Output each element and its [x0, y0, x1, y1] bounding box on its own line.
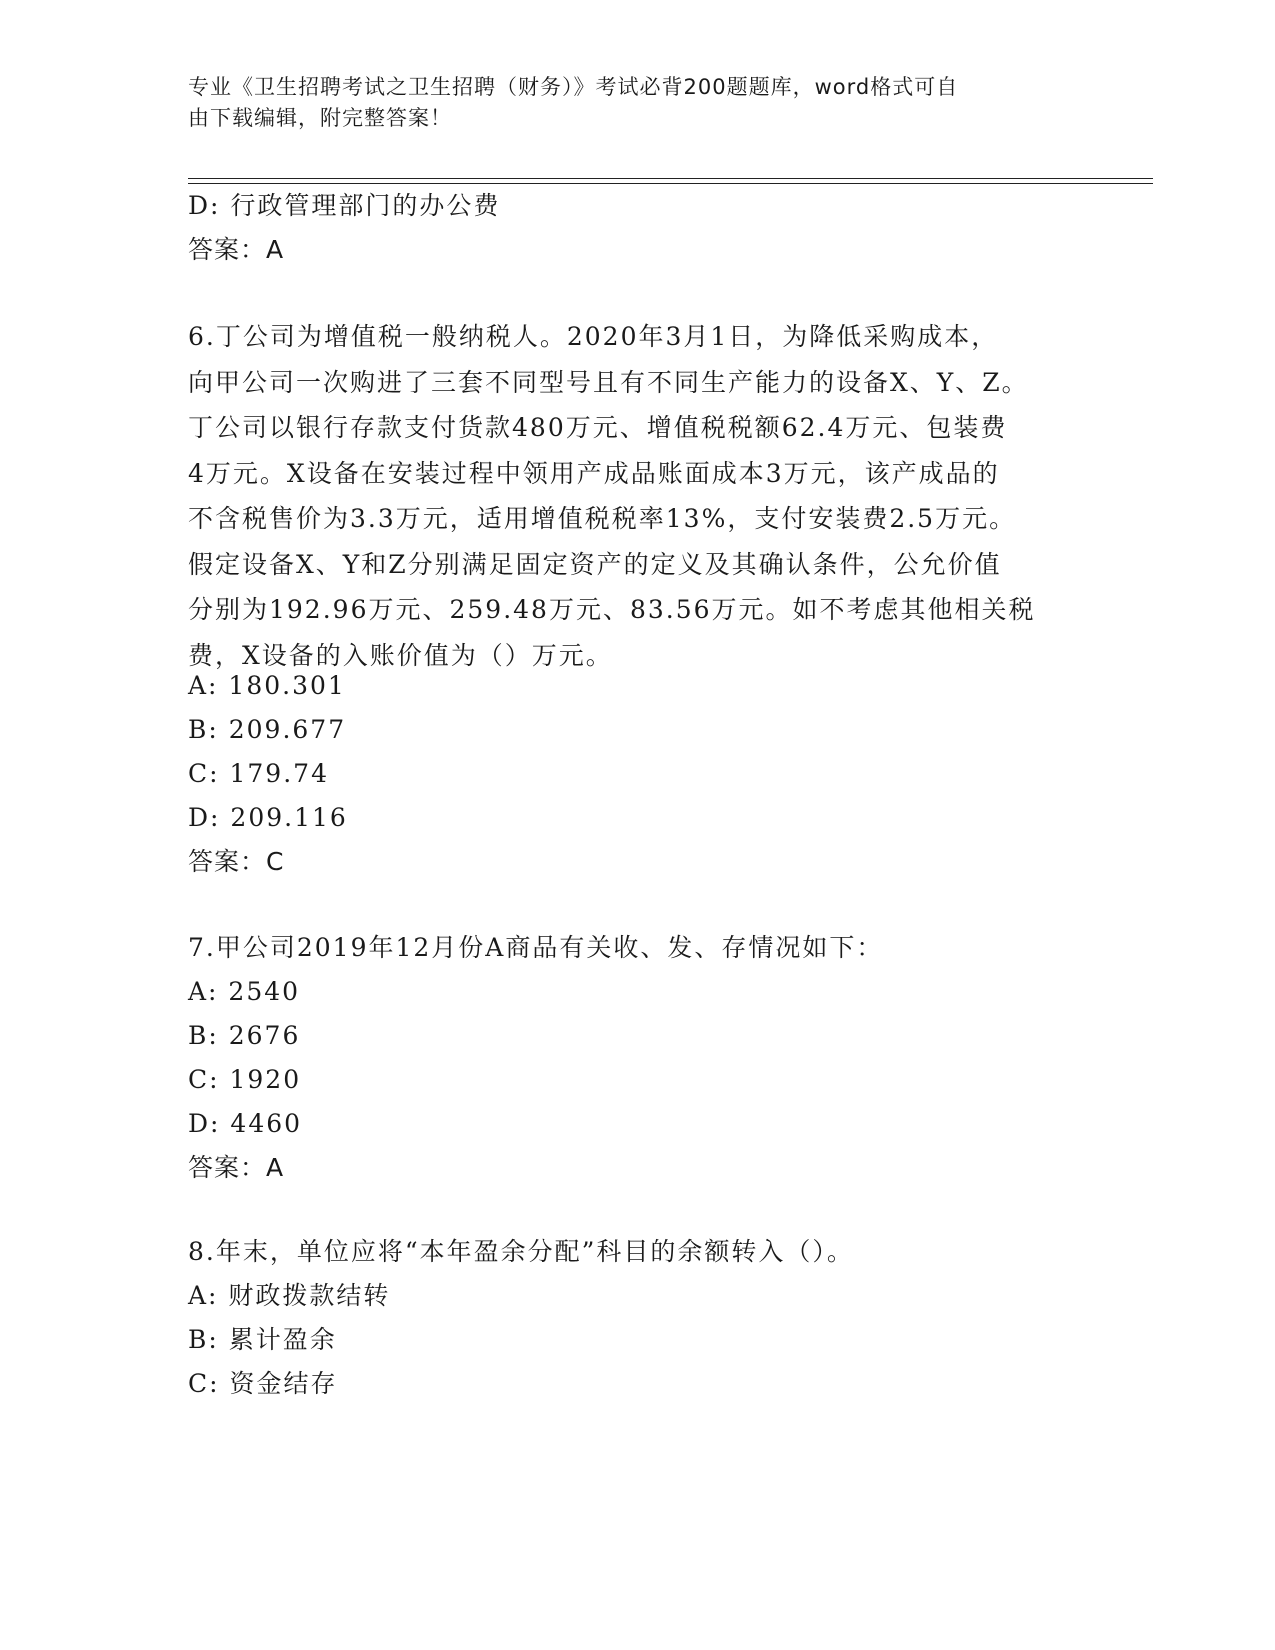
question-6-line: 费，X设备的入账价值为（）万元。 — [188, 640, 613, 670]
question-8-option-c: C: 资金结存 — [188, 1369, 338, 1398]
prev-option-d: D: 行政管理部门的办公费 — [188, 191, 501, 220]
question-6-answer: 答案：C — [188, 847, 285, 876]
question-6-option-c: C: 179.74 — [188, 759, 329, 788]
header-line-1: 专业《卫生招聘考试之卫生招聘（财务）》考试必背200题题库，word格式可自 — [188, 75, 959, 99]
question-6-line: 假定设备X、Y和Z分别满足固定资产的定义及其确认条件，公允价值 — [188, 549, 1002, 579]
prev-answer: 答案：A — [188, 235, 285, 264]
question-6-line: 分别为192.96万元、259.48万元、83.56万元。如不考虑其他相关税 — [188, 595, 1036, 624]
question-6-option-d: D: 209.116 — [188, 803, 348, 832]
question-6-option-b: B: 209.677 — [188, 715, 347, 744]
question-8-option-a: A: 财政拨款结转 — [188, 1281, 391, 1310]
question-6-stem — [188, 314, 1068, 678]
question-6-line: 向甲公司一次购进了三套不同型号且有不同生产能力的设备X、Y、Z。 — [188, 367, 1029, 397]
question-7-stem: 7.甲公司2019年12月份A商品有关收、发、存情况如下： — [188, 933, 884, 962]
question-7-option-b: B: 2676 — [188, 1021, 301, 1050]
question-8-stem: 8.年末，单位应将“本年盈余分配”科目的余额转入（）。 — [188, 1237, 854, 1266]
header-divider-bottom — [188, 183, 1153, 184]
header-line-2: 由下载编辑，附完整答案！ — [188, 106, 452, 130]
document-header — [188, 72, 1068, 134]
question-6-line: 4万元。X设备在安装过程中领用产成品账面成本3万元，该产成品的 — [188, 458, 1000, 488]
question-7-answer: 答案：A — [188, 1153, 285, 1182]
question-7-option-c: C: 1920 — [188, 1065, 302, 1094]
question-8-option-b: B: 累计盈余 — [188, 1325, 337, 1354]
question-6-line: 不含税售价为3.3万元，适用增值税税率13%，支付安装费2.5万元。 — [188, 504, 1017, 533]
question-7-option-a: A: 2540 — [188, 977, 301, 1006]
question-7-option-d: D: 4460 — [188, 1109, 303, 1138]
question-6-option-a: A: 180.301 — [188, 671, 346, 700]
question-6-line: 丁公司以银行存款支付货款480万元、增值税税额62.4万元、包装费 — [188, 413, 1008, 442]
question-6-line: 6.丁公司为增值税一般纳税人。2020年3月1日，为降低采购成本， — [188, 322, 999, 351]
header-divider-top — [188, 178, 1153, 179]
